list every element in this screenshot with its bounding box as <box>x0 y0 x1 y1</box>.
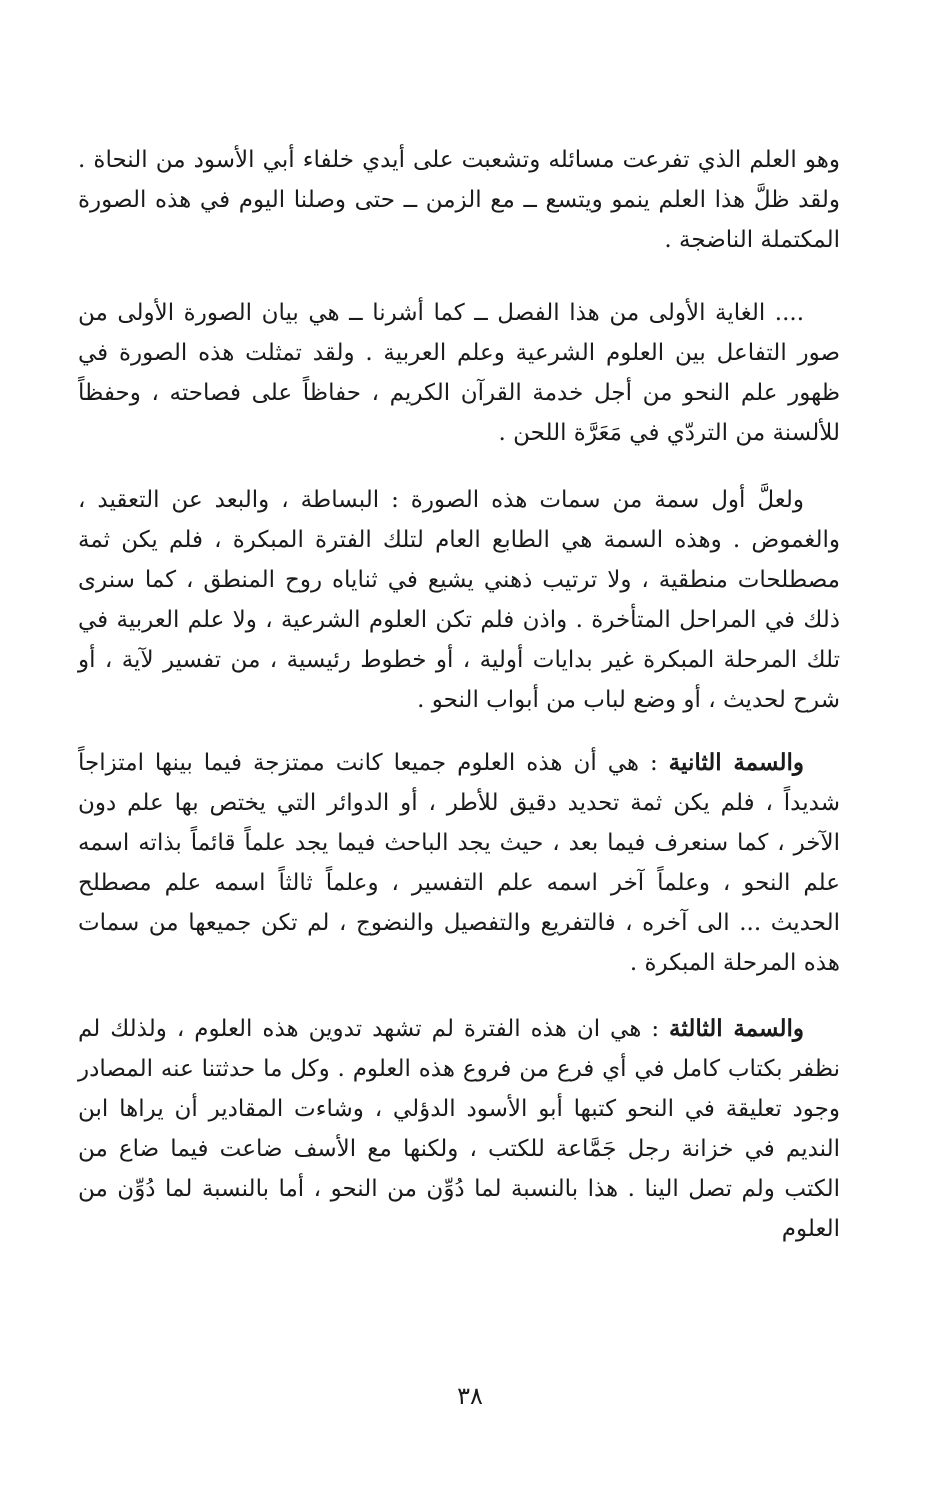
paragraph-5-lead: والسمة الثالثة <box>669 1015 804 1042</box>
body-text <box>78 140 840 1249</box>
paragraph-4-lead: والسمة الثانية <box>668 749 804 776</box>
paragraph-2 <box>78 293 840 453</box>
paragraph-3 <box>78 480 840 720</box>
paragraph-1 <box>78 140 840 260</box>
paragraph-5 <box>78 1009 840 1249</box>
paragraph-3-text: ولعلَّ أول سمة من سمات هذه الصورة : البساطة ، والبعد عن التعقيد ، والغموض . وهذه السمة هي الطابع العام لتلك الفترة المبكرة ، فلم يكن ثمة مصطلحات منطقية ، ولا ترتيب ذهني يشيع في ثناياه روح المنطق ، كما سنرى ذلك في المراحل المتأخرة . واذن فلم تكن العلوم الشرعية ، ولا علم العربية في تلك المرحلة المبكرة غير بدايات أولية ، أو خطوط رئيسية ، من تفسير لآية ، أو شرح لحديث ، أو وضع لباب من أبواب النحو . <box>78 487 840 713</box>
paragraph-1-text: وهو العلم الذي تفرعت مسائله وتشعبت على أيدي خلفاء أبي الأسود من النحاة . ولقد ظلَّ هذا العلم ينمو ويتسع ــ مع الزمن ــ حتى وصلنا اليوم في هذه الصورة المكتملة الناضجة . <box>78 147 840 253</box>
paragraph-5-text: : هي ان هذه الفترة لم تشهد تدوين هذه العلوم ، ولذلك لم نظفر بكتاب كامل في أي فرع من فروع هذه العلوم . وكل ما حدثتنا عنه المصادر وجود تعليقة في النحو كتبها أبو الأسود الدؤلي ، وشاءت المقادير أن يراها ابن النديم في خزانة رجل جَمَّاعة للكتب ، ولكنها مع الأسف ضاعت فيما ضاع من الكتب ولم تصل الينا . هذا بالنسبة لما دُوِّن من النحو ، أما بالنسبة لما دُوِّن من العلوم <box>78 1016 840 1242</box>
paragraph-2-text: .... الغاية الأولى من هذا الفصل ــ كما أشرنا ــ هي بيان الصورة الأولى من صور التفاعل بين العلوم الشرعية وعلم العربية . ولقد تمثلت هذه الصورة في ظهور علم النحو من أجل خدمة القرآن الكريم ، حفاظاً على فصاحته ، وحفظاً للألسنة من التردّي في مَعَرَّة اللحن . <box>78 300 840 446</box>
paragraph-4 <box>78 743 840 983</box>
page-number: ٣٨ <box>457 1382 483 1410</box>
paragraph-4-text: : هي أن هذه العلوم جميعا كانت ممتزجة فيما بينها امتزاجاً شديداً ، فلم يكن ثمة تحديد دقيق للأطر ، أو الدوائر التي يختص بها علم دون الآخر ، كما سنعرف فيما بعد ، حيث يجد الباحث فيما يجد علماً قائماً بذاته اسمه علم النحو ، وعلماً آخر اسمه علم التفسير ، وعلماً ثالثاً اسمه علم مصطلح الحديث ... الى آخره ، فالتفريع والتفصيل والنضوج ، لم تكن جميعها من سمات هذه المرحلة المبكرة . <box>78 750 840 976</box>
